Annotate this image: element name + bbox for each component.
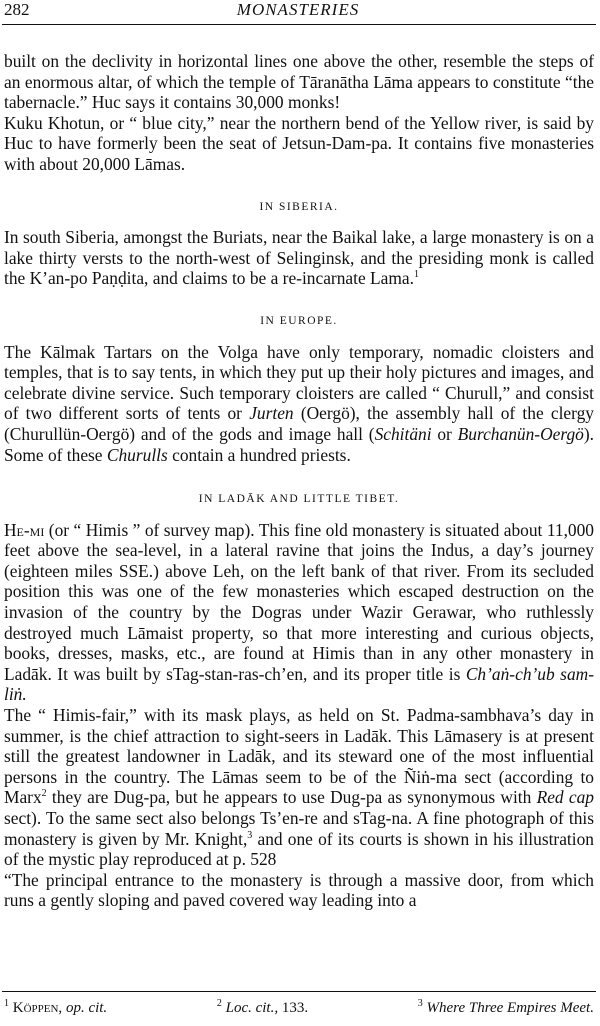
italic-term: Churulls (106, 444, 168, 465)
section-heading-siberia: IN SIBERIA. (259, 200, 339, 213)
footnote-ref-2: 2 (41, 788, 47, 800)
footnote-ref-3: 3 (247, 829, 253, 841)
text-run: sect). To the same sect also belongs Ts’en-re and sTag-na. A fine photograph of this monastery is given by Mr. Knight, (4, 808, 594, 849)
paragraph-himis-fair (4, 705, 594, 870)
italic-term: Jurten (249, 403, 294, 424)
footnote-3 (418, 1000, 594, 1017)
footnote-2 (217, 1000, 308, 1017)
text-run: or (431, 423, 458, 444)
italic-term: Ch’aṅ-ch’ub sam-liṅ. (4, 663, 594, 705)
footnote-mark: 2 (216, 998, 222, 1009)
paragraph-europe (4, 342, 594, 466)
footnote-ref: op. cit. (65, 1000, 108, 1016)
text-run: contain a hundred priests. (167, 444, 351, 465)
paragraph-siberia (4, 227, 594, 289)
lead-term: He-mi (4, 519, 45, 540)
footnote-mark: 3 (417, 998, 423, 1009)
footnote-rule (2, 991, 596, 992)
text-run: (or “ Himis ” of survey map). This fine old monastery is situated about 11,000 feet above the sea-level, in a lateral ravine that joins the Indus, a day’s journey (eighteen miles SSE.) above Leh, on the left bank of that river. From its secluded position this was one of the few monasteries which escaped destruction on the invasion of the country by the Dogras under Wazir Gerawar, who ruthlessly destroyed much Lāmaist property, so that more interesting and curious objects, books, dresses, masks, etc., are found at Himis than in any other monastery in Ladāk. It was built by sTag-stan-ras-ch’en, and its proper title is (4, 519, 594, 684)
footnote-page: 133. (281, 1000, 309, 1016)
running-title: MONASTERIES (236, 0, 360, 19)
body-text (4, 51, 594, 911)
footnote-ref: Where Three Empires Meet. (426, 1000, 594, 1016)
paragraph-siberia-text: In south Siberia, amongst the Buriats, near the Baikal lake, a large monastery is on a lake thirty versts to the north-west of Selinginsk, and the presiding monk is called the K’an-po Paṇḍita, and claims to be a re-incarnate Lama. (4, 227, 594, 289)
footnotes (4, 1000, 594, 1017)
text-run: and one of its courts is shown in his illustration of the mystic play reproduced at p. 528 (4, 828, 594, 870)
section-heading-europe: IN EUROPE. (260, 314, 338, 327)
page-header (4, 0, 592, 22)
text-run: (Oergö), the assembly hall of the clergy (Churullün-Oergö) and of the gods and image hall ( (4, 403, 594, 444)
footnote-ref: Loc. cit., (225, 1000, 279, 1016)
italic-term: Schitäni (374, 423, 432, 444)
header-rule (2, 24, 596, 25)
text-run: The Kālmak Tartars on the Volga have only temporary, nomadic cloisters and temples, that is to say tents, in which they put up their holy pictures and images, and celebrate divine service. Such temporary cloisters are called “ Churull,” and consist of two different sorts of tents or (4, 341, 594, 424)
footnote-1 (4, 1000, 107, 1017)
footnote-mark: 1 (4, 998, 9, 1009)
footnote-ref-1: 1 (413, 269, 419, 281)
paragraph-entrance: “The principal entrance to the monastery is through a massive door, from which runs a gently sloping and paved covered way leading into a (4, 869, 594, 911)
text-run: The “ Himis-fair,” with its mask plays, as held on St. Padma-sambhava’s day in summer, is the chief attraction to sight-seers in Ladāk. This Lāmasery is at present still the greatest landowner in Ladāk, and its steward one of the most influential persons in the country. The Lāmas seem to be of the Ñiṅ-ma sect (according to Marx (4, 705, 594, 808)
paragraph-kuku-khotun: Kuku Khotun, or “ blue city,” near the northern bend of the Yellow river, is said by Huc to have formerly been the seat of Jetsun-Dam-pa. It contains five monasteries with about 20,000 Lāmas. (4, 112, 594, 174)
section-heading-ladak: IN LADĀK AND LITTLE TIBET. (198, 493, 400, 506)
paragraph-monks: built on the declivity in horizontal lines one above the other, resemble the steps of an enormous altar, of which the temple of Tāranātha Lāma appears to constitute “the tabernacle.” Huc says it contains 30,000 monks! (4, 51, 594, 113)
italic-term: Burchanün-Oergö (457, 423, 584, 444)
page-number: 282 (4, 0, 30, 19)
text-run: they are Dug-pa, but he appears to use Dug-pa as synonymous with (46, 787, 537, 808)
paragraph-hemi (4, 520, 594, 705)
text-run: ). Some of these (4, 423, 594, 465)
italic-term: Red cap (536, 787, 594, 808)
footnote-author: Köppen, (12, 1000, 63, 1016)
